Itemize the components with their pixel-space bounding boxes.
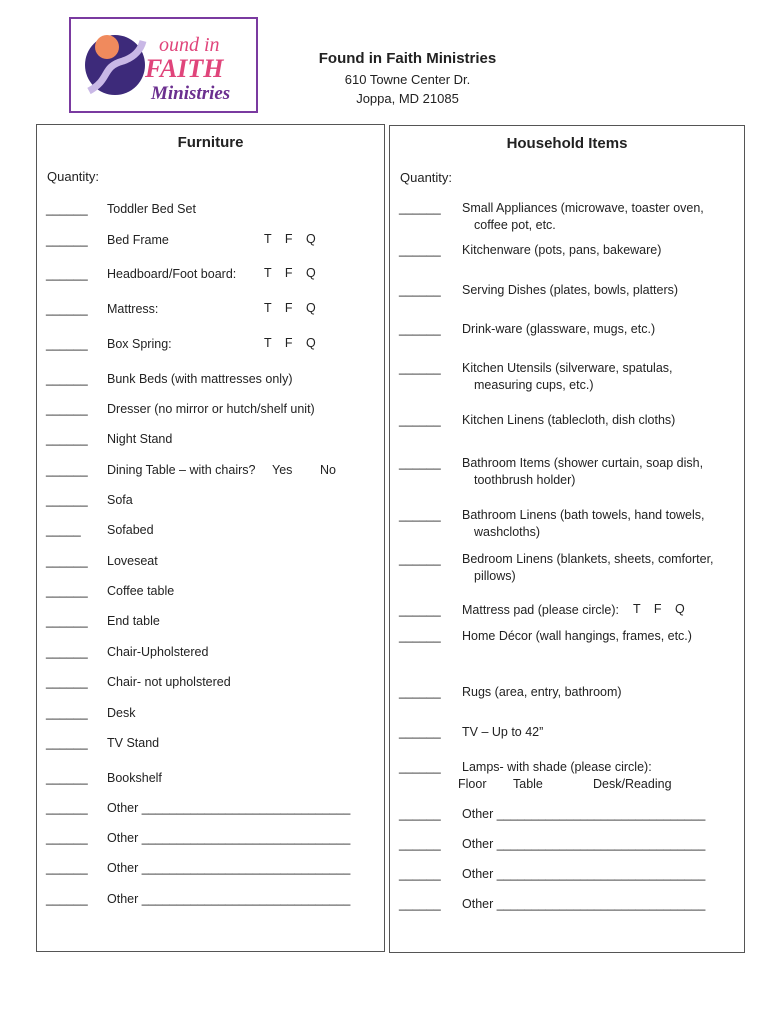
household-title: Household Items [506,135,628,152]
household-item-label: Home Décor (wall hangings, frames, etc.) [462,629,692,643]
furniture-item-label: Box Spring: [107,337,172,351]
quantity-blank[interactable]: ______ [46,675,88,689]
household-item-label: Kitchen Linens (tablecloth, dish cloths) [462,413,676,427]
yes-option[interactable]: Yes [272,463,293,477]
household-quantity-label: Quantity: [400,170,453,185]
household-item-label-line2: measuring cups, etc.) [474,378,594,392]
furniture-quantity-label: Quantity: [47,169,100,184]
household-item-label: Bathroom Items (shower curtain, soap dish, [462,456,704,470]
household-item-label: Rugs (area, entry, bathroom) [462,685,622,699]
furniture-item-label: Desk [107,706,136,720]
quantity-blank[interactable]: _____ [46,523,81,537]
quantity-blank[interactable]: ______ [399,456,441,470]
furniture-item-label: Chair-Upholstered [107,645,209,659]
furniture-item-label: Other ______________________________ [107,892,351,906]
size-options[interactable]: T F Q [264,266,316,280]
furniture-item-label: Sofa [107,493,133,507]
quantity-blank[interactable]: ______ [46,892,88,906]
quantity-blank[interactable]: ______ [399,201,441,215]
quantity-blank[interactable]: ______ [399,283,441,297]
lamp-option-desk-reading[interactable]: Desk/Reading [593,777,672,791]
quantity-blank[interactable]: ______ [46,233,88,247]
furniture-item-label: Toddler Bed Set [107,202,196,216]
household-item-label-line2: pillows) [474,569,516,583]
address-line-1: 610 Towne Center Dr. [344,72,471,87]
quantity-blank[interactable]: ______ [46,736,88,750]
household-item-label: Other ______________________________ [462,867,706,881]
household-item-label: Bathroom Linens (bath towels, hand towels, [462,508,705,522]
household-item-label-line2: coffee pot, etc. [474,218,556,232]
quantity-blank[interactable]: ______ [399,322,441,336]
household-item-label: Other ______________________________ [462,837,706,851]
quantity-blank[interactable]: ______ [399,897,441,911]
household-item-label: Small Appliances (microwave, toaster oven, [462,201,704,215]
household-item-label: Other ______________________________ [462,807,706,821]
quantity-blank[interactable]: ______ [46,861,88,875]
quantity-blank[interactable]: ______ [46,302,88,316]
quantity-blank[interactable]: ______ [399,807,441,821]
quantity-blank[interactable]: ______ [46,645,88,659]
address-line-2: Joppa, MD 21085 [356,91,459,106]
quantity-blank[interactable]: ______ [399,552,441,566]
furniture-item-label: Other ______________________________ [107,801,351,815]
household-item-label: Serving Dishes (plates, bowls, platters) [462,283,679,297]
furniture-item-label: Headboard/Foot board: [107,267,237,281]
household-item-label-line2: toothbrush holder) [474,473,576,487]
quantity-blank[interactable]: ______ [399,413,441,427]
household-item-label: Other ______________________________ [462,897,706,911]
furniture-item-label: Other ______________________________ [107,861,351,875]
household-item-label: TV – Up to 42” [462,725,544,739]
quantity-blank[interactable]: ______ [399,629,441,643]
furniture-item-label: Loveseat [107,554,158,568]
logo-word3: Ministries [151,83,231,104]
household-item-label: Kitchen Utensils (silverware, spatulas, [462,361,673,375]
quantity-blank[interactable]: ______ [399,508,441,522]
no-option[interactable]: No [320,463,336,477]
furniture-item-label: Dining Table – with chairs? [107,463,256,477]
household-item-label: Lamps- with shade (please circle): [462,760,652,774]
quantity-blank[interactable]: ______ [399,837,441,851]
furniture-item-label: Chair- not upholstered [107,675,231,689]
quantity-blank[interactable]: ______ [399,867,441,881]
furniture-item-label: Bookshelf [107,771,162,785]
quantity-blank[interactable]: ______ [46,801,88,815]
quantity-blank[interactable]: ______ [46,267,88,281]
org-name: Found in Faith Ministries [318,50,497,67]
furniture-item-label: TV Stand [107,736,160,750]
quantity-blank[interactable]: ______ [46,554,88,568]
household-item-label: Drink-ware (glassware, mugs, etc.) [462,322,656,336]
quantity-blank[interactable]: ______ [46,202,88,216]
household-item-label: Kitchenware (pots, pans, bakeware) [462,243,662,257]
size-options[interactable]: T F Q [264,301,316,315]
furniture-item-label: Bed Frame [107,233,169,247]
quantity-blank[interactable]: ______ [399,725,441,739]
size-options[interactable]: T F Q [264,232,316,246]
quantity-blank[interactable]: ______ [46,372,88,386]
furniture-item-label: End table [107,614,160,628]
quantity-blank[interactable]: ______ [46,584,88,598]
quantity-blank[interactable]: ______ [46,432,88,446]
logo-word2: FAITH [145,54,224,83]
quantity-blank[interactable]: ______ [46,706,88,720]
furniture-item-label: Bunk Beds (with mattresses only) [107,372,293,386]
quantity-blank[interactable]: ______ [46,402,88,416]
household-item-label: Bedroom Linens (blankets, sheets, comforter, [462,552,714,566]
household-panel [389,125,745,953]
furniture-panel [36,124,385,952]
quantity-blank[interactable]: ______ [46,614,88,628]
logo [69,17,258,113]
furniture-item-label: Other ______________________________ [107,831,351,845]
quantity-blank[interactable]: ______ [399,361,441,375]
logo-graphic [71,19,256,111]
furniture-item-label: Sofabed [107,523,154,537]
quantity-blank[interactable]: ______ [46,493,88,507]
quantity-blank[interactable]: ______ [399,760,441,774]
furniture-item-label: Night Stand [107,432,173,446]
household-item-label-line2: washcloths) [474,525,540,539]
logo-sun [95,35,119,59]
quantity-blank[interactable]: ______ [46,831,88,845]
org-header [300,48,515,108]
furniture-item-label: Mattress: [107,302,159,316]
furniture-item-label: Dresser (no mirror or hutch/shelf unit) [107,402,315,416]
lamp-option-floor[interactable]: Floor [458,777,487,791]
size-options[interactable]: T F Q [264,336,316,350]
quantity-blank[interactable]: ______ [46,337,88,351]
furniture-item-label: Coffee table [107,584,175,598]
furniture-title: Furniture [177,134,244,151]
quantity-blank[interactable]: ______ [399,603,441,617]
logo-word1: ound in [159,34,220,56]
quantity-blank[interactable]: ______ [399,243,441,257]
lamp-option-table[interactable]: Table [513,777,543,791]
quantity-blank[interactable]: ______ [46,771,88,785]
quantity-blank[interactable]: ______ [399,685,441,699]
quantity-blank[interactable]: ______ [46,463,88,477]
household-item-label: Mattress pad (please circle): [462,603,620,617]
size-options[interactable]: T F Q [633,602,685,616]
